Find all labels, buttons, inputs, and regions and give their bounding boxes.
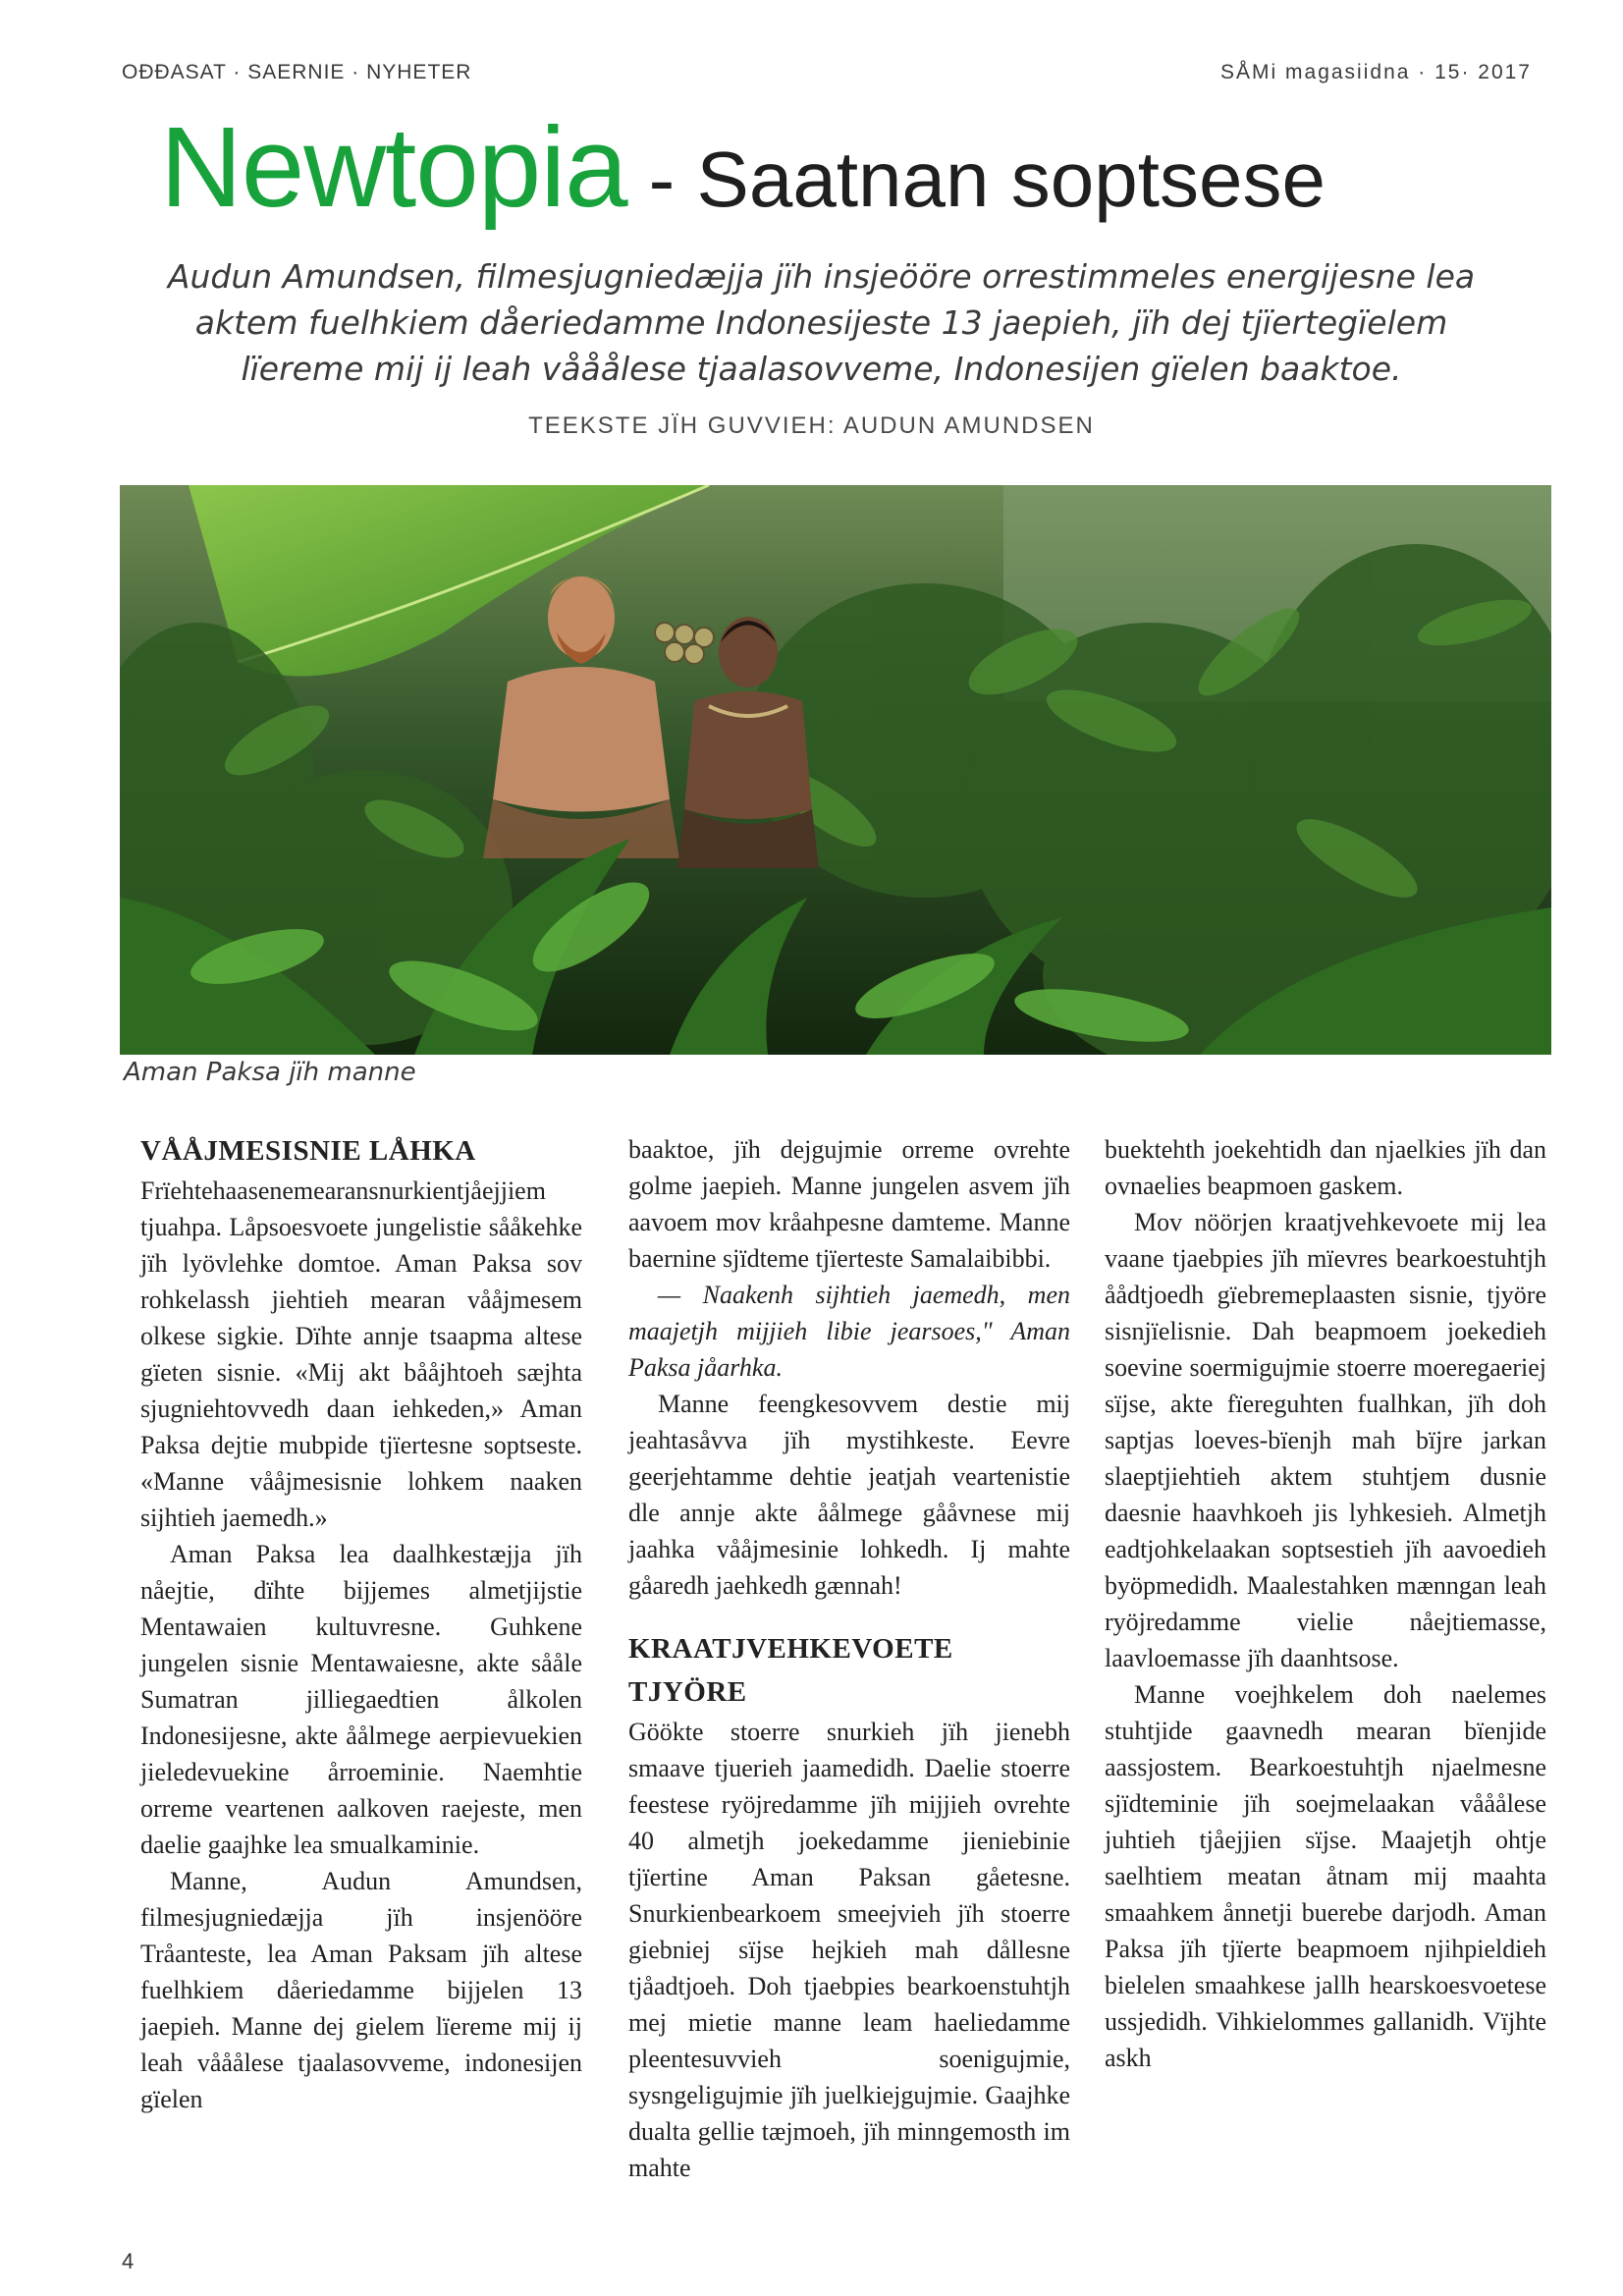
paragraph: Manne feengkesovvem destie mij jeahtasåvva jïh mystihkeste. Eevre geerjehtamme dehtie jeatjah veartenistie dle annje akte åålmege gååvnese mij jaahka vååjmesinie lohkedh. Ij mahte gåaredh jaehkedh gænnah! [628,1390,1070,1600]
paragraph: Mov nöörjen kraatjvehkevoete mij lea vaane tjaebpies jïh mïevres bearkoestuhtjh åådtjoedh gïebremeplaasten sisnie, tjyöre sisnjïelisnie. Dah beapmoem joekedieh soevine soermigujmie stoerre moeregaeriej sïjse, akte fïereguhten fualhkan, jïh doh saptjas loeves-bïenjh mah bïjre jarkan slaeptjiehtieh aktem stuhtjem dusnie daesnie haavhkoeh jis lyhkesieh. Almetjh eadtjohkelaakan soptsestieh jïh aavoedieh byöpmedidh. Maalestahken mænngan leah ryöjredamme vielie nåejtiemasse, laavloemasse jïh daanhtsose. [1105,1208,1546,1672]
paragraph: Manne voejhkelem doh naelemes stuhtjide gaavnedh mearan bïenjide aassjostem. Bearkoestuhtjh njaelmesne sjïdteminie jïh soejmelaakan vååålese juhtieh tjåejjien sïjse. Maajetjh ohtje saelhtiem meatan åtnam mij maahta smaahkem ånnetji buerebe darjodh. Aman Paksa jïh tjïerte beapmoem njihpieldieh bielelen smaahkese jallh hearskoesvoetese ussjedidh. Vihkielommes gallanidh. Vïjhte askh [1105,1680,1546,2072]
photo-caption: Aman Paksa jïh manne [124,1058,416,1087]
magazine-issue: SÅMi magasiidna · 15· 2017 [1220,61,1532,83]
paragraph: Manne, Audun Amundsen, filmesjugniedæjja jïh insjenööre Tråanteste, lea Aman Paksam jïh altese fuelhkiem dåeriedamme bijjelen 13 jaepieh. Manne dej gielem lïereme mij ij leah vååålese tjaalasovveme, indonesijen gïelen [140,1867,582,2113]
section-label: OĐĐASAT · SAERNIE · NYHETER [122,61,472,83]
article-column-1 [140,1129,582,2117]
quote-paragraph: — Naakenh sijhtieh jaemedh, men maajetjh mijjieh libie jearsoes," Aman Paksa jåarhka. [628,1281,1070,1382]
section-heading-1: VÅÅJMESISNIE LÅHKA [140,1135,476,1167]
lead-paragraph: Audun Amundsen, filmesjugniedæjja jïh insjeööre orrestimmeles energijesne lea aktem fuelhkiem dåeriedamme Indonesijeste 13 jaepieh, jïh dej tjïertegïelem lïereme mij ij leah vååålese tjaalasovveme, Indonesijen gïelen baaktoe. [167,257,1476,388]
page-number: 4 [122,2249,135,2273]
headline [160,93,1532,241]
headline-sub: - Saatnan soptsese [648,136,1325,223]
paragraph: baaktoe, jïh dejgujmie orreme ovrehte golme jaepieh. Manne jungelen asvem jïh aavoem mov kråahpesne damteme. Manne baernine sjïdteme tjïerteste Samalaibibbi. [628,1135,1070,1273]
paragraph: Göökte stoerre snurkieh jïh jienebh smaave tjuerieh jaamedidh. Daelie stoerre feestese ryöjredamme jïh mijjieh ovrehte 40 almetjh joekedamme jieniebinie tjïertine Aman Paksan gåetesne. Snurkienbearkoem smeejvieh jïh stoerre giebniej sïjse hejkieh mah dållesne tjåadtjoeh. Doh tjaebpies bearkoenstuhtjh mej mietie manne leam haeliedamme pleentesuvvieh soenigujmie, sysngeligujmie jïh juelkiejgujmie. Gaajhke dualta gellie tæjmoeh, jïh minngemosth im mahte [628,1718,1070,2182]
article-column-3 [1105,1131,1546,2076]
jungle-photo [120,485,1551,1055]
paragraph: buektehth joekehtidh dan njaelkies jïh dan ovnaelies beapmoen gaskem. [1105,1135,1546,1200]
headline-main: Newtopia [160,103,627,231]
page-header [122,61,1532,90]
paragraph: Frïehtehaasenemearansnurkientjåejjiem tjuahpa. Låpsoesvoete jungelistie sååkehke jïh lyövlehke domtoe. Aman Paksa sov rohkelassh jiehtieh mearan vååjmesem olkese sigkie. Dïhte annje tsaapma altese gïeten sisnie. «Mij akt bååjhtoeh sæjhta sjugniehtovvedh daan iehkeden,» Aman Paksa dejtie mubpide tjïertesne soptseste. «Manne vååjmesisnie lohkem naaken sijhtieh jaemedh.» [140,1176,582,1532]
byline: TEEKSTE JÏH GUVVIEH: AUDUN AMUNDSEN [528,412,1095,439]
section-heading-2: KRAATJVEHKEVOETE TJYÖRE [628,1633,953,1708]
article-column-2 [628,1131,1070,2186]
paragraph: Aman Paksa lea daalhkestæjja jïh nåejtie, dïhte bijjemes almetjijstie Mentawaien kultuvresne. Guhkene jungelen sisnie Mentawaiesne, akte sååle Sumatran jilliegaedtien ålkolen Indonesijesne, akte åålmege aerpievuekien jieledevuekine årroeminie. Naemhtie orreme veartenen aalkoven raejeste, men daelie gaajhke lea smualkaminie. [140,1540,582,1859]
